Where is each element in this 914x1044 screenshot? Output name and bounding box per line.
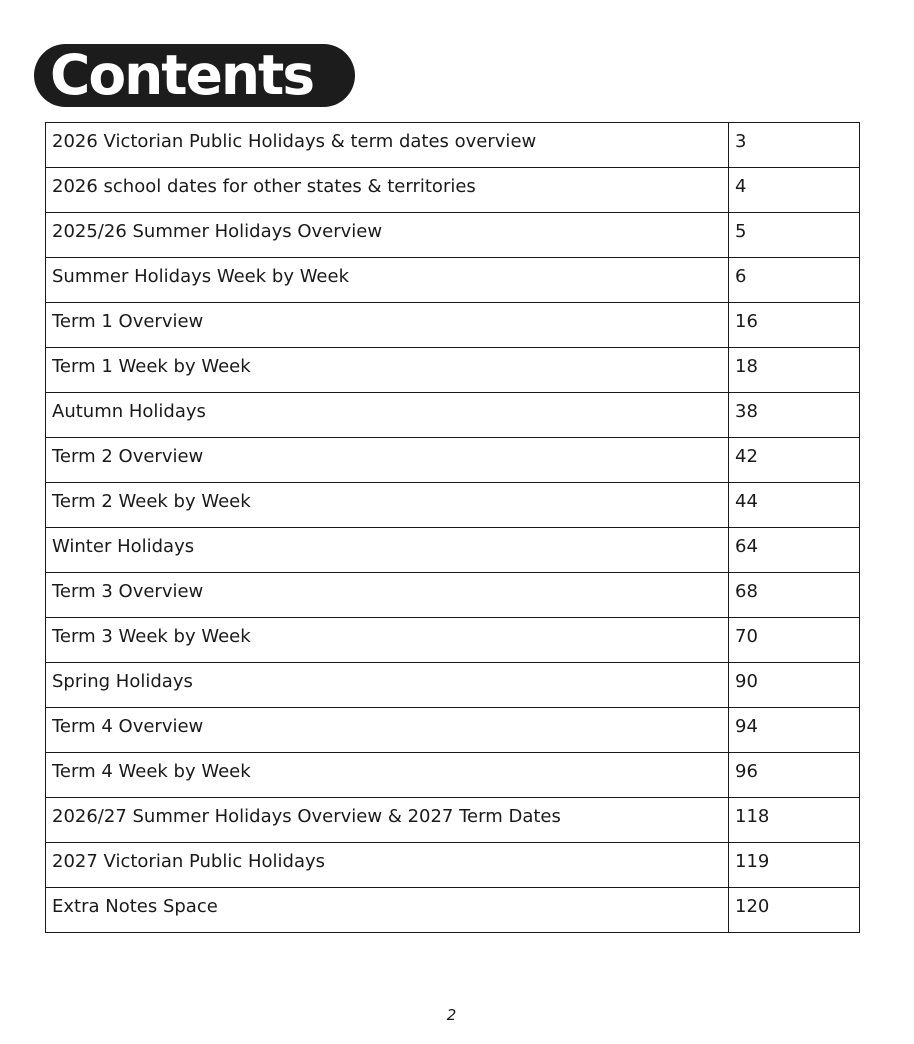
toc-entry-title[interactable]: Term 2 Overview — [46, 438, 729, 483]
toc-row[interactable] — [46, 798, 860, 843]
toc-entry-page: 96 — [729, 753, 860, 798]
toc-row[interactable] — [46, 348, 860, 393]
toc-body — [46, 123, 860, 933]
toc-entry-page: 70 — [729, 618, 860, 663]
toc-row[interactable] — [46, 123, 860, 168]
toc-table — [45, 122, 860, 933]
toc-entry-page: 42 — [729, 438, 860, 483]
toc-entry-page: 120 — [729, 888, 860, 933]
toc-entry-title[interactable]: Term 4 Overview — [46, 708, 729, 753]
toc-entry-page: 64 — [729, 528, 860, 573]
toc-entry-title[interactable]: 2025/26 Summer Holidays Overview — [46, 213, 729, 258]
toc-row[interactable] — [46, 393, 860, 438]
toc-entry-title[interactable]: Term 3 Overview — [46, 573, 729, 618]
toc-row[interactable] — [46, 528, 860, 573]
toc-row[interactable] — [46, 168, 860, 213]
toc-entry-page: 44 — [729, 483, 860, 528]
toc-entry-title[interactable]: Spring Holidays — [46, 663, 729, 708]
toc-entry-title[interactable]: Extra Notes Space — [46, 888, 729, 933]
toc-row[interactable] — [46, 438, 860, 483]
toc-row[interactable] — [46, 213, 860, 258]
toc-entry-title[interactable]: 2026 Victorian Public Holidays & term dates overview — [46, 123, 729, 168]
toc-row[interactable] — [46, 843, 860, 888]
toc-entry-title[interactable]: Term 1 Overview — [46, 303, 729, 348]
toc-entry-title[interactable]: 2027 Victorian Public Holidays — [46, 843, 729, 888]
toc-entry-title[interactable]: Term 4 Week by Week — [46, 753, 729, 798]
toc-row[interactable] — [46, 888, 860, 933]
toc-entry-page: 119 — [729, 843, 860, 888]
toc-entry-page: 5 — [729, 213, 860, 258]
toc-row[interactable] — [46, 303, 860, 348]
toc-row[interactable] — [46, 618, 860, 663]
toc-entry-page: 90 — [729, 663, 860, 708]
toc-entry-page: 16 — [729, 303, 860, 348]
toc-entry-title[interactable]: Term 3 Week by Week — [46, 618, 729, 663]
toc-entry-title[interactable]: Autumn Holidays — [46, 393, 729, 438]
toc-entry-page: 3 — [729, 123, 860, 168]
toc-entry-title[interactable]: Winter Holidays — [46, 528, 729, 573]
toc-entry-page: 6 — [729, 258, 860, 303]
page-title: Contents — [50, 43, 314, 107]
toc-row[interactable] — [46, 663, 860, 708]
toc-entry-title[interactable]: 2026 school dates for other states & territories — [46, 168, 729, 213]
toc-entry-title[interactable]: Term 2 Week by Week — [46, 483, 729, 528]
toc-entry-page: 68 — [729, 573, 860, 618]
toc-entry-title[interactable]: Summer Holidays Week by Week — [46, 258, 729, 303]
toc-entry-page: 18 — [729, 348, 860, 393]
page-number: 2 — [446, 1006, 457, 1024]
toc-row[interactable] — [46, 708, 860, 753]
toc-entry-page: 118 — [729, 798, 860, 843]
toc-row[interactable] — [46, 483, 860, 528]
toc-entry-page: 94 — [729, 708, 860, 753]
toc-entry-title[interactable]: Term 1 Week by Week — [46, 348, 729, 393]
toc-row[interactable] — [46, 258, 860, 303]
toc-row[interactable] — [46, 753, 860, 798]
toc-entry-page: 38 — [729, 393, 860, 438]
toc-row[interactable] — [46, 573, 860, 618]
toc-entry-page: 4 — [729, 168, 860, 213]
toc-entry-title[interactable]: 2026/27 Summer Holidays Overview & 2027 Term Dates — [46, 798, 729, 843]
